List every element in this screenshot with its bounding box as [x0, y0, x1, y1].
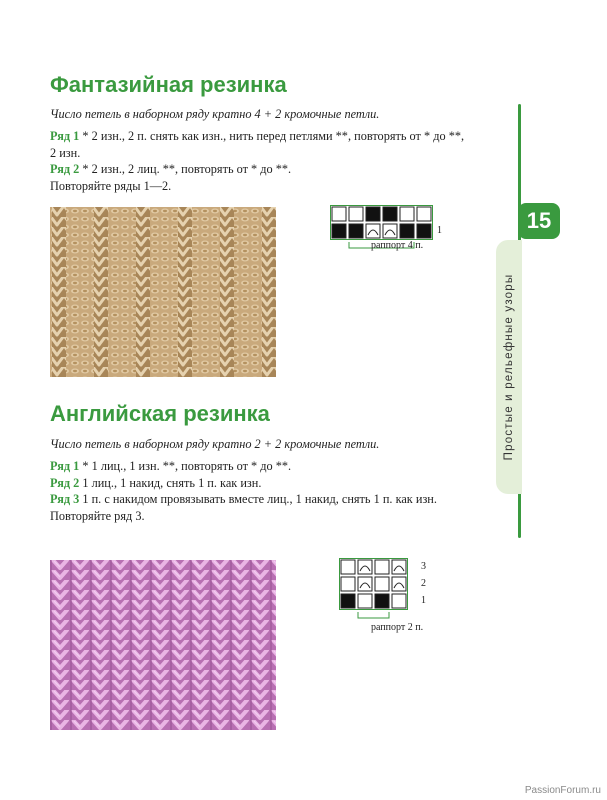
chart-cell-filled [417, 224, 431, 238]
chart-cell-filled [375, 594, 389, 608]
row-label: Ряд 3 [50, 492, 80, 506]
row-text: * 1 лиц., 1 изн. **, повторять от * до **. [79, 459, 292, 473]
row-text: * 2 изн., 2 лиц. **, повторять от * до **. [79, 162, 292, 176]
repeat-note: Повторяйте ряды 1—2. [50, 178, 172, 193]
page-number: 15 [518, 203, 560, 239]
chart1-row-number: 1 [437, 225, 442, 236]
row-text: 1 п. с накидом провязывать вместе лиц., 1 накид, снять 1 п. как изн. [79, 492, 437, 506]
chart1-repeat-label: раппорт 4 п. [371, 240, 424, 251]
chart-cell-filled [349, 224, 363, 238]
knit-photo-pink [50, 560, 276, 730]
chart-cell-filled [400, 224, 414, 238]
chart-cell-empty [341, 560, 355, 574]
chart-cell-arc [366, 224, 380, 238]
chart2-row-number: 2 [421, 578, 426, 589]
chart-cell-empty [400, 207, 414, 221]
section2-title: Английская резинка [50, 401, 270, 426]
section1-title: Фантазийная резинка [50, 72, 287, 97]
chart-cell-empty [417, 207, 431, 221]
row-label: Ряд 2 [50, 162, 80, 176]
section2-intro: Число петель в наборном ряду кратно 2 + 2 кромочные петли. [50, 437, 380, 451]
chart-cell-arc [383, 224, 397, 238]
section1-intro: Число петель в наборном ряду кратно 4 + 2 кромочные петли. [50, 107, 380, 121]
chart-cell-arc [358, 577, 372, 591]
row-label: Ряд 1 [50, 129, 80, 143]
repeat-note: Повторяйте ряд 3. [50, 508, 145, 523]
chart-cell-empty [341, 577, 355, 591]
chart-cell-empty [375, 560, 389, 574]
chart2-row-number: 1 [421, 595, 426, 606]
section1-instructions [50, 128, 468, 194]
chart-cell-filled [332, 224, 346, 238]
repeat-bracket [358, 612, 389, 618]
chart-cell-empty [392, 594, 406, 608]
row-label: Ряд 2 [50, 475, 80, 490]
chart-cell-filled [366, 207, 380, 221]
chart-cell-arc [392, 560, 406, 574]
row-text: * 2 изн., 2 п. снять как изн., нить перед петлями **, повторять от * до **, 2 изн. [50, 129, 465, 160]
chart-cell-arc [358, 560, 372, 574]
knit-photo-beige [50, 207, 276, 377]
side-section-label: Простые и рельефные узоры [503, 273, 515, 461]
chart2-row-number: 3 [421, 561, 426, 572]
chart-cell-empty [375, 577, 389, 591]
row-label: Ряд 1 [50, 459, 80, 473]
row-text: 1 лиц., 1 накид, снять 1 п. как изн. [79, 475, 262, 490]
chart-cell-arc [392, 577, 406, 591]
chart-cell-empty [349, 207, 363, 221]
chart-cell-filled [383, 207, 397, 221]
chart2-repeat-label: раппорт 2 п. [371, 622, 424, 633]
chart-cell-empty [358, 594, 372, 608]
chart-cell-filled [341, 594, 355, 608]
watermark: PassionForum.ru [524, 785, 601, 796]
section2-instructions [50, 458, 468, 524]
chart-cell-empty [332, 207, 346, 221]
